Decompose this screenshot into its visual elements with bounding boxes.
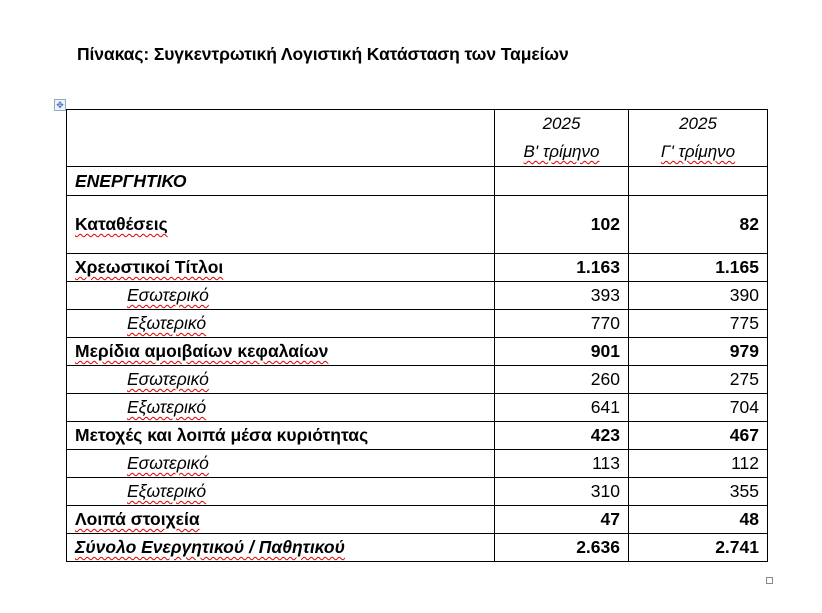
section-label: ΕΝΕΡΓΗΤΙΚΟ [67, 167, 495, 196]
value-q2: 770 [495, 310, 629, 338]
row-label: Καταθέσεις [75, 214, 168, 234]
row-label: Εξωτερικό [127, 397, 207, 417]
row-label: Μερίδια αμοιβαίων κεφαλαίων [75, 341, 329, 361]
table-row [67, 450, 768, 478]
row-label: Σύνολο Ενεργητικού / Παθητικού [75, 537, 345, 557]
table-row [67, 366, 768, 394]
row-label: Λοιπά στοιχεία [75, 509, 200, 529]
value-q2: 113 [495, 450, 629, 478]
row-label: Μετοχές και λοιπά μέσα κυριότητας [75, 425, 369, 445]
table-row [67, 254, 768, 282]
value-q3: 775 [629, 310, 768, 338]
header-row [67, 110, 768, 167]
value-q2: 260 [495, 366, 629, 394]
value-q3: 2.741 [629, 534, 768, 562]
table-row [67, 422, 768, 450]
row-label: Εσωτερικό [127, 369, 209, 389]
section-row [67, 167, 768, 196]
empty-cell [495, 167, 629, 196]
value-q2: 423 [495, 422, 629, 450]
value-q3: 275 [629, 366, 768, 394]
header-year: 2025 [679, 114, 717, 133]
value-q3: 48 [629, 506, 768, 534]
value-q2: 2.636 [495, 534, 629, 562]
value-q2: 102 [495, 196, 629, 254]
value-q3: 355 [629, 478, 768, 506]
value-q3: 1.165 [629, 254, 768, 282]
value-q3: 82 [629, 196, 768, 254]
value-q2: 310 [495, 478, 629, 506]
summary-table [66, 109, 768, 562]
table-row [67, 282, 768, 310]
table-row [67, 310, 768, 338]
header-q2 [495, 110, 629, 167]
page-title: Πίνακας: Συγκεντρωτική Λογιστική Κατάσταση των Ταμείων [77, 44, 569, 64]
value-q3: 112 [629, 450, 768, 478]
header-year: 2025 [542, 114, 581, 133]
table-row [67, 338, 768, 366]
value-q3: 979 [629, 338, 768, 366]
row-label: Εσωτερικό [127, 453, 209, 473]
table-row [67, 478, 768, 506]
table-row [67, 506, 768, 534]
row-label: Εξωτερικό [127, 481, 207, 501]
value-q3: 390 [629, 282, 768, 310]
value-q2: 901 [495, 338, 629, 366]
value-q2: 1.163 [495, 254, 629, 282]
table-move-handle-icon[interactable]: ✥ [54, 99, 66, 111]
empty-cell [629, 167, 768, 196]
header-period: Γ' τρίμηνο [660, 142, 736, 161]
total-row [67, 534, 768, 562]
table-row [67, 394, 768, 422]
header-period: Β' τρίμηνο [523, 142, 600, 161]
value-q2: 393 [495, 282, 629, 310]
row-label: Εσωτερικό [127, 285, 209, 305]
value-q2: 641 [495, 394, 629, 422]
value-q3: 704 [629, 394, 768, 422]
value-q2: 47 [495, 506, 629, 534]
table-resize-handle-icon[interactable] [766, 577, 773, 584]
table-row [67, 196, 768, 254]
header-empty-cell [67, 110, 495, 167]
value-q3: 467 [629, 422, 768, 450]
row-label: Εξωτερικό [127, 313, 207, 333]
row-label: Χρεωστικοί Τίτλοι [75, 257, 224, 277]
header-q3 [629, 110, 768, 167]
